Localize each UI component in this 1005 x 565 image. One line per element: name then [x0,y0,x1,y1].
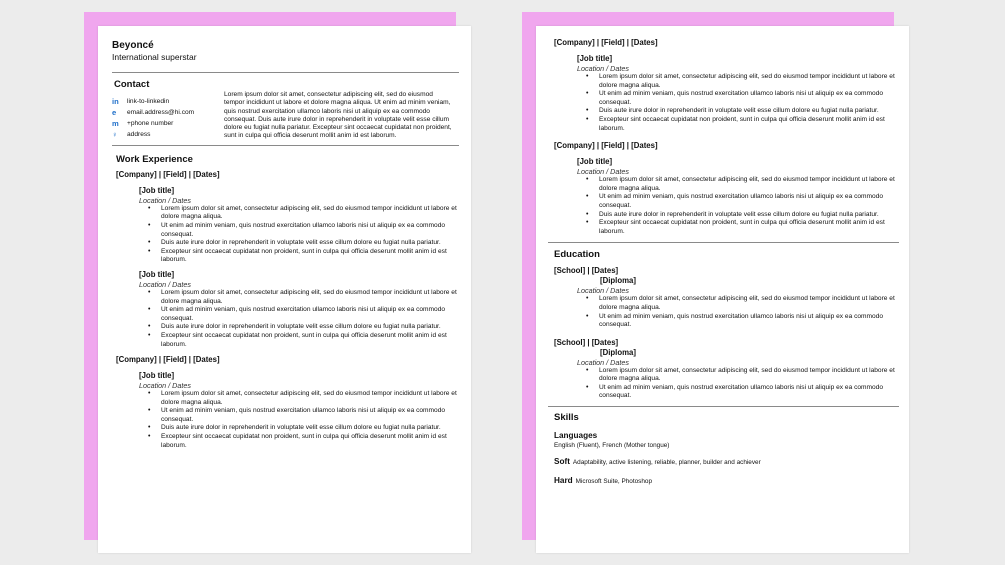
job-title: [Job title] [139,185,175,195]
soft-text: Adaptability, active listening, reliable, planner, builder and achiever [572,459,761,467]
list-item: • Duis aute irure dolor in reprehenderit in voluptate velit esse cillum dolore eu fugiat nulla pariatur. [577,211,899,220]
list-item: • Excepteur sint occaecat cupidatat non proident, sunt in culpa qui officia deserunt mollit anim id est laborum. [139,332,459,349]
job-title: [Job title] [577,54,613,63]
work-entry [116,170,459,349]
job-block [139,270,459,349]
job-location: Location / Dates [139,195,191,205]
linkedin-text: link-to-linkedin [127,98,170,105]
list-item: • Duis aute irure dolor in reprehenderit in voluptate velit esse cillum dolore eu fugiat nulla pariatur. [139,323,459,332]
list-item: • Lorem ipsum dolor sit amet, consectetur adipiscing elit, sed do eiusmod tempor incididunt ut labore et dolore magna aliqua. [139,289,459,306]
contact-section [112,91,459,141]
job-title: [Job title] [139,269,175,279]
list-item: • Ut enim ad minim veniam, quis nostrud exercitation ullamco laboris nisi ut aliquip ex ea commodo consequat. [139,306,459,323]
education-location: Location / Dates [577,286,629,296]
education-details [577,358,899,401]
divider [112,72,459,73]
email-icon: e [112,108,117,117]
list-item: • Excepteur sint occaecat cupidatat non proident, sunt in culpa qui officia deserunt mollit anim id est laborum. [577,116,899,133]
job-bullets [577,176,899,236]
job-block [577,54,899,133]
profile-summary: Lorem ipsum dolor sit amet, consectetur adipiscing elit, sed do eiusmod tempor incididunt ut labore et dolore magna aliqua. Ut enim ad minim veniam, quis nostrud exercitation ullamco laboris nisi ut aliquip ex ea commodo consequat. Duis aute irure dolor in reprehenderit in voluptate velit esse cillum dolore eu fugiat nulla pariatur. Excepteur sint occaecat cupidatat non proident, sunt in culpa qui officia deserunt mollit anim id est laborum. [224,91,452,140]
job-bullets [577,73,899,133]
education-location: Location / Dates [577,357,629,367]
job-block [139,371,459,450]
list-item: • Lorem ipsum dolor sit amet, consectetur adipiscing elit, sed do eiusmod tempor incididunt ut labore et dolore magna aliqua. [139,205,459,222]
divider [548,242,899,243]
list-item: • Duis aute irure dolor in reprehenderit in voluptate velit esse cillum dolore eu fugiat nulla pariatur. [577,107,899,116]
education-entry [554,338,899,401]
company-line: [Company] | [Field] | [Dates] [554,38,658,47]
subtitle: International superstar [112,52,197,62]
list-item: • Lorem ipsum dolor sit amet, consectetur adipiscing elit, sed do eiusmod tempor incididunt ut labore et dolore magna aliqua. [139,390,459,407]
soft-label: Soft [554,457,570,467]
skills-languages [554,430,899,450]
list-item: • Excepteur sint occaecat cupidatat non proident, sunt in culpa qui officia deserunt mollit anim id est laborum. [139,433,459,450]
list-item: • Lorem ipsum dolor sit amet, consectetur adipiscing elit, sed do eiusmod tempor incididunt ut labore et dolore magna aliqua. [577,73,899,90]
list-item: • Ut enim ad minim veniam, quis nostrud exercitation ullamco laboris nisi ut aliquip ex ea commodo consequat. [577,193,899,210]
diploma: [Diploma] [600,347,636,357]
work-entry [554,141,899,236]
list-item: • Ut enim ad minim veniam, quis nostrud exercitation ullamco laboris nisi ut aliquip ex ea commodo consequat. [139,407,459,424]
job-bullets [139,390,459,450]
job-location: Location / Dates [139,381,191,391]
job-bullets [139,205,459,265]
resume-page-1 [98,26,471,553]
list-item: • Lorem ipsum dolor sit amet, consectetur adipiscing elit, sed do eiusmod tempor incididunt ut labore et dolore magna aliqua. [577,367,899,384]
contact-email[interactable] [112,107,224,118]
education-entry [554,266,899,329]
school-line: [School] | [Dates] [554,266,619,276]
contact-phone[interactable] [112,118,224,129]
job-location: Location / Dates [139,279,191,289]
company-line: [Company] | [Field] | [Dates] [116,355,220,365]
job-location: Location / Dates [577,64,629,73]
education-bullets [577,295,899,329]
divider [548,406,899,407]
list-item: • Ut enim ad minim veniam, quis nostrud exercitation ullamco laboris nisi ut aliquip ex ea commodo consequat. [577,313,899,330]
job-bullets [139,289,459,349]
hard-text: Microsoft Suite, Photoshop [575,478,653,486]
job-title: [Job title] [577,157,613,167]
name: Beyoncé [112,40,154,51]
job-block [577,157,899,236]
linkedin-icon: in [112,97,119,106]
list-item: • Excepteur sint occaecat cupidatat non proident, sunt in culpa qui officia deserunt mollit anim id est laborum. [577,219,899,236]
education-bullets [577,367,899,401]
job-title: [Job title] [139,371,175,381]
contact-heading: Contact [114,79,150,90]
skills-soft [554,456,899,467]
list-item: • Duis aute irure dolor in reprehenderit in voluptate velit esse cillum dolore eu fugiat nulla pariatur. [139,239,459,248]
diploma: [Diploma] [600,276,636,286]
resume-page-2 [536,26,909,553]
address-text: address [127,131,151,138]
skills-heading: Skills [554,412,579,424]
phone-icon: m [112,119,119,128]
job-block [139,186,459,265]
languages-label: Languages [554,431,598,441]
work-entry [554,38,899,133]
list-item: • Ut enim ad minim veniam, quis nostrud exercitation ullamco laboris nisi ut aliquip ex ea commodo consequat. [577,90,899,107]
languages-text: English (Fluent), French (Mother tongue) [554,442,670,450]
skills-hard [554,475,899,486]
list-item: • Lorem ipsum dolor sit amet, consectetur adipiscing elit, sed do eiusmod tempor incididunt ut labore et dolore magna aliqua. [577,295,899,312]
job-location: Location / Dates [577,167,629,177]
education-details [577,286,899,329]
contact-address[interactable] [112,129,224,140]
phone-text: +phone number [127,120,174,127]
hard-label: Hard [554,476,573,486]
contact-list [112,96,224,141]
contact-linkedin[interactable] [112,96,224,107]
company-line: [Company] | [Field] | [Dates] [116,169,220,179]
school-line: [School] | [Dates] [554,337,619,347]
list-item: • Excepteur sint occaecat cupidatat non proident, sunt in culpa qui officia deserunt mollit anim id est laborum. [139,248,459,265]
list-item: • Lorem ipsum dolor sit amet, consectetur adipiscing elit, sed do eiusmod tempor incididunt ut labore et dolore magna aliqua. [577,176,899,193]
education-heading: Education [554,249,600,261]
work-entry [116,355,459,450]
divider [112,145,459,146]
list-item: • Duis aute irure dolor in reprehenderit in voluptate velit esse cillum dolore eu fugiat nulla pariatur. [139,424,459,433]
list-item: • Ut enim ad minim veniam, quis nostrud exercitation ullamco laboris nisi ut aliquip ex ea commodo consequat. [139,222,459,239]
work-heading: Work Experience [116,153,193,165]
email-text: email.address@hi.com [127,109,195,116]
company-line: [Company] | [Field] | [Dates] [554,141,658,151]
list-item: • Ut enim ad minim veniam, quis nostrud exercitation ullamco laboris nisi ut aliquip ex ea commodo consequat. [577,384,899,401]
location-pin-icon: ♀ [112,130,118,139]
